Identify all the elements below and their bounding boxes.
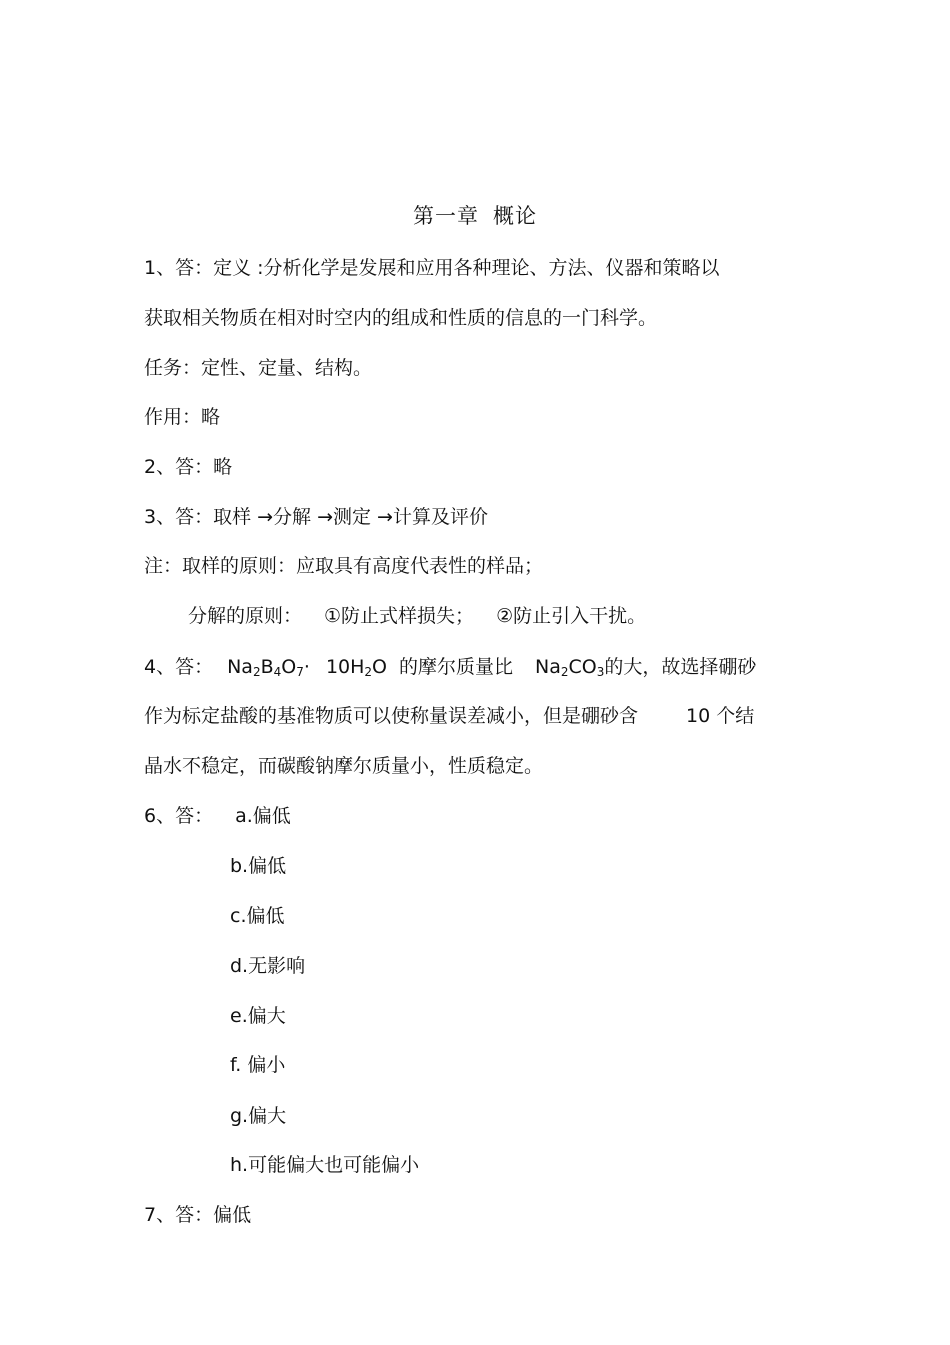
q1-line2: 获取相关物质在相对时空内的组成和性质的信息的一门科学。 — [144, 307, 658, 329]
chapter-title-number: 第一章 — [413, 204, 479, 228]
q4-formula-water: $10H_2O$ — [325, 656, 388, 679]
q6-item-b: b.偏低 — [230, 855, 287, 877]
q6-line1 — [144, 803, 291, 829]
q4-mid-text: 的摩尔质量比 — [399, 656, 514, 678]
q6-item-g: g.偏大 — [230, 1105, 287, 1127]
q3-note2 — [188, 603, 646, 629]
q6-item-h: h.可能偏大也可能偏小 — [230, 1154, 420, 1176]
q1-line1: 1、答：定义 :分析化学是发展和应用各种理论、方法、仪器和策略以 — [144, 257, 720, 279]
chapter-title-name: 概论 — [493, 204, 537, 228]
q6-item-c: c.偏低 — [230, 905, 285, 927]
q6-item-e: e.偏大 — [230, 1005, 286, 1027]
q4-line2: 作为标定盐酸的基准物质可以使称量误差减小，但是硼砂含 10 个结 — [144, 705, 755, 727]
q3-note2-label: 分解的原则： — [188, 605, 303, 627]
q7-answer: 7、答：偏低 — [144, 1204, 252, 1226]
q4-line1 — [144, 654, 756, 680]
q3-note2-a: ①防止式样损失； — [324, 605, 475, 627]
q1-task: 任务：定性、定量、结构。 — [144, 357, 373, 379]
q6-prefix: 6、答： — [144, 805, 214, 827]
q3-note: 注：取样的原则：应取具有高度代表性的样品； — [144, 555, 544, 577]
q4-formula-borax: $Na_2B_4O_7\cdot$ — [227, 656, 310, 679]
q4-end-text: 的大，故选择硼砂 — [604, 656, 757, 678]
q4-formula-soda: $Na_2CO_3$ — [535, 656, 605, 679]
q4-prefix: 4、答： — [144, 656, 214, 678]
q6-item-d: d.无影响 — [230, 955, 306, 977]
q3-line1: 3、答：取样 →分解 →测定 →计算及评价 — [144, 506, 488, 528]
chapter-title — [0, 200, 950, 230]
q1-role: 作用：略 — [144, 406, 221, 428]
q2-answer: 2、答：略 — [144, 456, 233, 478]
q6-item-a: a.偏低 — [235, 805, 291, 827]
q6-item-f: f. 偏小 — [230, 1054, 286, 1076]
q3-note2-b: ②防止引入干扰。 — [496, 605, 647, 627]
q4-line3: 晶水不稳定，而碳酸钠摩尔质量小，性质稳定。 — [144, 755, 544, 777]
